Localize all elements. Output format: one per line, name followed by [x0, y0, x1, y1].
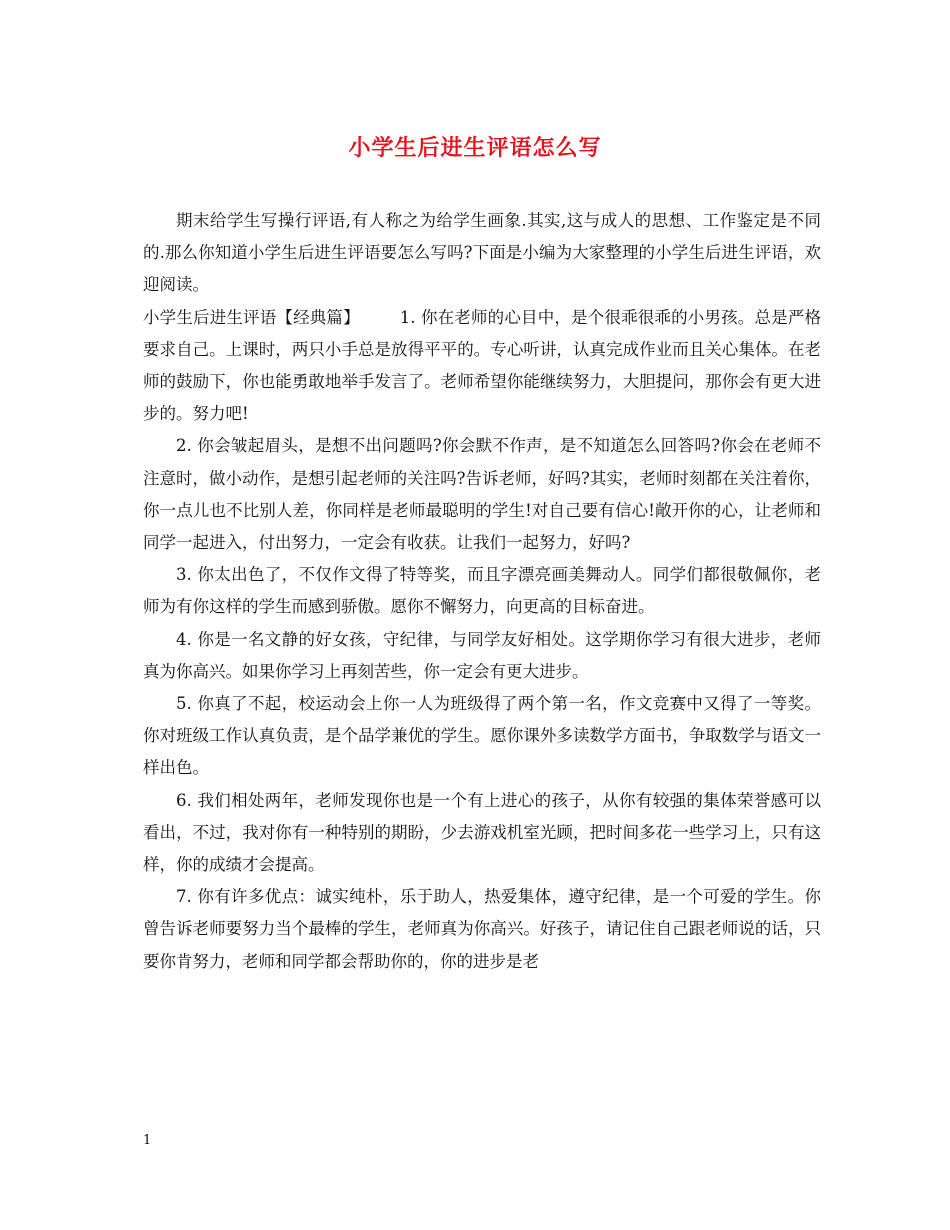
section-paragraph — [143, 302, 821, 431]
page-number: 1 — [143, 1133, 152, 1148]
section-label: 小学生后进生评语【经典篇】 — [143, 307, 360, 327]
comment-item-6: 6. 我们相处两年，老师发现你也是一个有上进心的孩子，从你有较强的集体荣誉感可以看出，不过，我对你有一种特别的期盼，少去游戏机室光顾，把时间多花一些学习上，只有这样，你的成绩才会提高。 — [143, 790, 821, 875]
comment-item-2: 2. 你会皱起眉头，是想不出问题吗?你会默不作声，是不知道怎么回答吗?你会在老师不注意时，做小动作，是想引起老师的关注吗?告诉老师，好吗?其实，老师时刻都在关注着你，你一点儿也不比别人差，你同样是老师最聪明的学生!对自己要有信心!敞开你的心，让老师和同学一起进入，付出努力，一定会有收获。让我们一起努力，好吗? — [143, 436, 821, 553]
comment-item-7: 7. 你有许多优点：诚实纯朴，乐于助人，热爱集体，遵守纪律，是一个可爱的学生。你曾告诉老师要努力当个最棒的学生，老师真为你高兴。好孩子，请记住自己跟老师说的话，只要你肯努力，老师和同学都会帮助你的，你的进步是老 — [143, 887, 821, 971]
comment-item-5: 5. 你真了不起，校运动会上你一人为班级得了两个第一名，作文竞赛中又得了一等奖。你对班级工作认真负责，是个品学兼优的学生。愿你课外多读数学方面书，争取数学与语文一样出色。 — [143, 694, 821, 778]
comment-item-3: 3. 你太出色了，不仅作文得了特等奖，而且字漂亮画美舞动人。同学们都很敬佩你，老师为有你这样的学生而感到骄傲。愿你不懈努力，向更高的目标奋进。 — [143, 565, 821, 617]
document-body — [143, 205, 821, 978]
intro-paragraph: 期末给学生写操行评语,有人称之为给学生画象.其实,这与成人的思想、工作鉴定是不同的.那么你知道小学生后进生评语要怎么写吗?下面是小编为大家整理的小学生后进生评语，欢迎阅读。 — [143, 211, 821, 295]
comment-item-1: 1. 你在老师的心目中，是个很乖很乖的小男孩。总是严格要求自己。上课时，两只小手总是放得平平的。专心听讲，认真完成作业而且关心集体。在老师的鼓励下，你也能勇敢地举手发言了。老师希望你能继续努力，大胆提问，那你会有更大进步的。努力吧! — [143, 307, 822, 424]
document-title: 小学生后进生评语怎么写 — [348, 135, 602, 161]
comment-item-4: 4. 你是一名文静的好女孩，守纪律，与同学友好相处。这学期你学习有很大进步，老师真为你高兴。如果你学习上再刻苦些，你一定会有更大进步。 — [143, 629, 821, 681]
